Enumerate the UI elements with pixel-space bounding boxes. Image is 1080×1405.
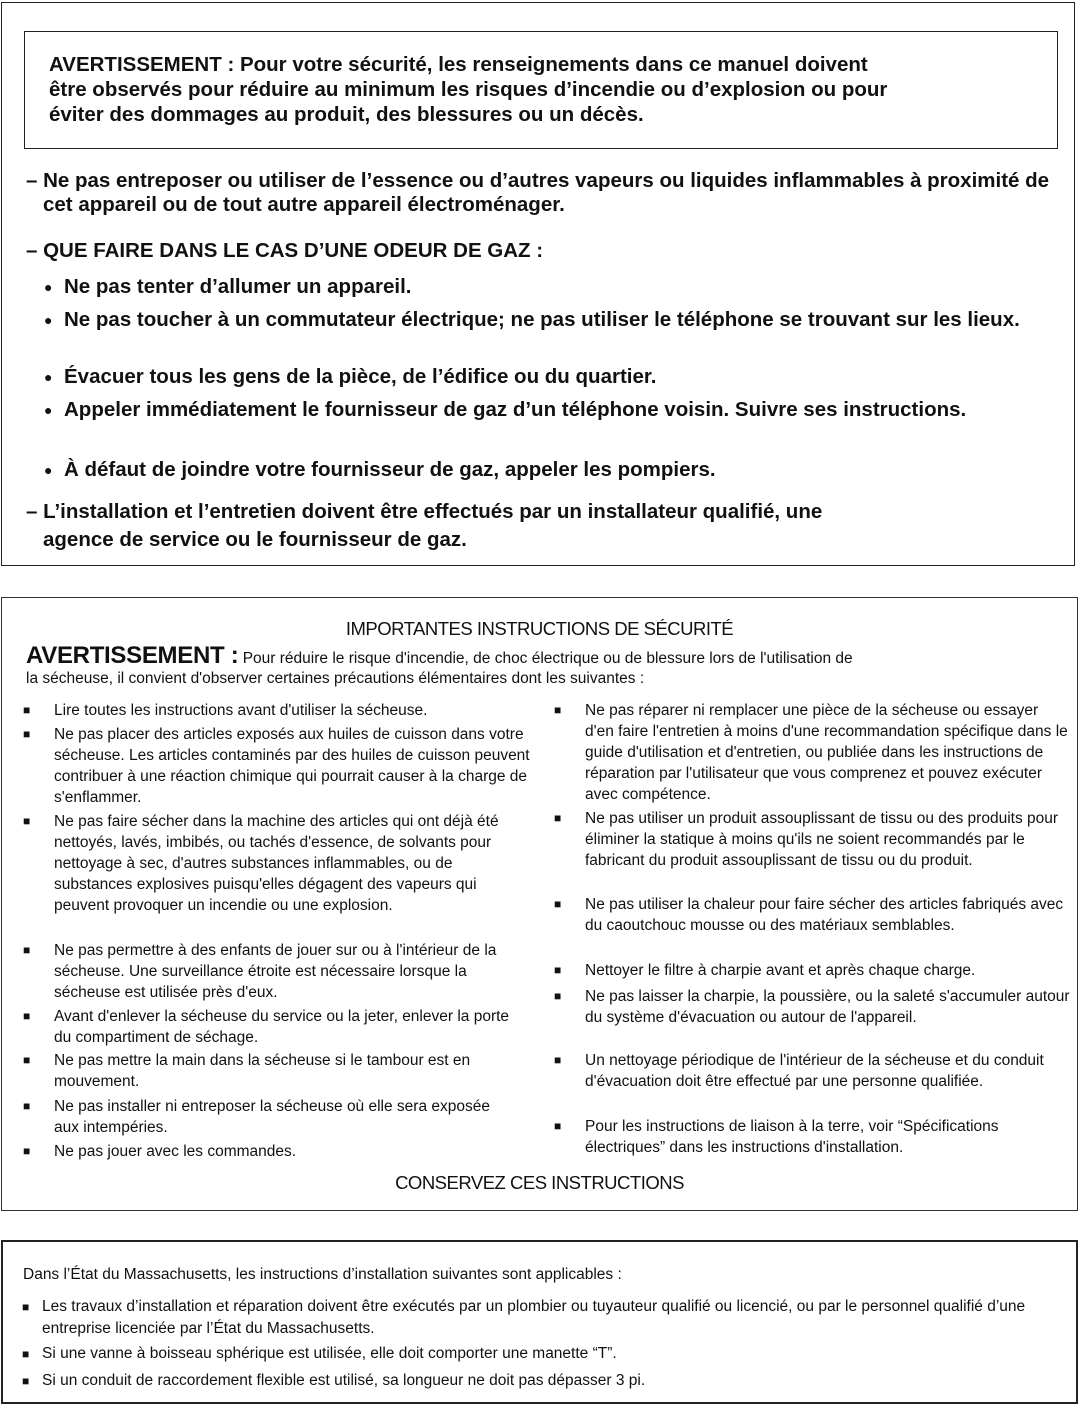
- left-instruction: ■ Ne pas permettre à des enfants de jouer sur ou à l'intérieur de la sécheuse. Une surveillance étroite est nécessaire lorsque la sécheuse est utilisée près d'eux.: [54, 940, 514, 1003]
- right-instruction: ■ Un nettoyage périodique de l'intérieur de la sécheuse et du conduit d'évacuation doit être effectué par une personne qualifiée.: [585, 1050, 1071, 1092]
- right-instruction: ■ Ne pas laisser la charpie, la poussière, ou la saleté s'accumuler autour du système d'évacuation ou autour de l'appareil.: [585, 986, 1071, 1028]
- right-instruction: ■ Ne pas utiliser la chaleur pour faire sécher des articles fabriqués avec du caoutchouc mousse ou des matériaux semblables.: [585, 894, 1071, 936]
- left-instruction: ■ Ne pas mettre la main dans la sécheuse si le tambour est en mouvement.: [54, 1050, 530, 1092]
- gas-bullet: ● À défaut de joindre votre fournisseur de gaz, appeler les pompiers.: [26, 458, 1060, 482]
- left-instruction: ■ Lire toutes les instructions avant d'utiliser la sécheuse.: [54, 700, 534, 721]
- left-instruction: ■ Ne pas faire sécher dans la machine des articles qui ont déjà été nettoyés, lavés, imbibés, ou tachés d'essence, de solvants pour nettoyage à sec, d'autres substances inflammables, ou de substances explosives puisqu'elles dégagent des vapeurs qui peuvent provoquer un incendie ou une explosion.: [54, 811, 524, 916]
- warning-text-continued: la sécheuse, il convient d'observer certaines précautions élémentaires dont les suivantes :: [26, 670, 645, 687]
- warning-label: AVERTISSEMENT :: [26, 642, 239, 669]
- gas-bullet: ● Ne pas toucher à un commutateur électrique; ne pas utiliser le téléphone se trouvant sur les lieux.: [26, 308, 1034, 332]
- left-instruction: ■ Ne pas jouer avec les commandes.: [54, 1141, 514, 1162]
- dryer-safety-box: [1, 597, 1078, 1211]
- safety-instructions-title: IMPORTANTES INSTRUCTIONS DE SÉCURITÉ: [345, 618, 734, 639]
- gas-bullet: ● Évacuer tous les gens de la pièce, de l’édifice ou du quartier.: [26, 365, 1060, 389]
- gas-odor-heading: – QUE FAIRE DANS LE CAS D’UNE ODEUR DE GAZ :: [26, 239, 544, 262]
- warning-line: AVERTISSEMENT : Pour votre sécurité, les renseignements dans ce manuel doivent: [49, 53, 868, 76]
- installation-line: – L’installation et l’entretien doivent être effectués par un installateur qualifié, une: [26, 500, 823, 523]
- gas-bullet: ● Ne pas tenter d’allumer un appareil.: [26, 275, 1060, 299]
- right-instruction: ■ Pour les instructions de liaison à la terre, voir “Spécifications électriques” dans les instructions d'installation.: [585, 1116, 1071, 1158]
- no-flammables-item: – Ne pas entreposer ou utiliser de l’essence ou d’autres vapeurs ou liquides inflammables à proximité de cet appareil ou de tout autre appareil électroménager.: [26, 169, 1050, 216]
- warning-line: éviter des dommages au produit, des blessures ou un décès.: [49, 103, 644, 126]
- massachusetts-item: ■ Si un conduit de raccordement flexible est utilisé, sa longueur ne doit pas dépasser 3 pi.: [42, 1370, 1046, 1392]
- warning-text: Pour réduire le risque d'incendie, de choc électrique ou de blessure lors de l'utilisation de: [242, 650, 853, 667]
- right-instruction: ■ Ne pas réparer ni remplacer une pièce de la sécheuse ou essayer d'en faire l'entretien à moins d'une recommandation spécifique dans le guide d'utilisation et d'entretien, ou publiée dans les instructions de réparation par l'utilisateur que vous comprenez et pouvez exécuter avec compétence.: [585, 700, 1071, 805]
- left-instruction: ■ Avant d'enlever la sécheuse du service ou la jeter, enlever la porte du compartiment de séchage.: [54, 1006, 530, 1048]
- massachusetts-item: ■ Les travaux d’installation et réparation doivent être exécutés par un plombier ou tuyauteur qualifié ou licencié, ou par le personnel qualifié d’une entreprise licenciée par l’État du Massachusetts.: [42, 1296, 1046, 1340]
- dryer-warning-line: [26, 642, 853, 669]
- right-instruction: ■ Nettoyer le filtre à charpie avant et après chaque charge.: [585, 960, 1071, 981]
- right-instruction: ■ Ne pas utiliser un produit assouplissant de tissu ou des produits pour éliminer la statique à moins qu'ils ne soient recommandés par le fabricant du produit assouplissant de tissu ou du produit.: [585, 808, 1071, 871]
- massachusetts-item: ■ Si une vanne à boisseau sphérique est utilisée, elle doit comporter une manette “T”.: [42, 1343, 1046, 1365]
- safety-warning-frame: [24, 31, 1058, 149]
- left-instruction: ■ Ne pas installer ni entreposer la sécheuse où elle sera exposée aux intempéries.: [54, 1096, 504, 1138]
- gas-bullet: ● Appeler immédiatement le fournisseur de gaz d’un téléphone voisin. Suivre ses instructions.: [26, 398, 974, 422]
- left-instruction: ■ Ne pas placer des articles exposés aux huiles de cuisson dans votre sécheuse. Les articles contaminés par des huiles de cuisson peuvent contribuer à une réaction chimique qui pourrait causer à la charge de s'enflammer.: [54, 724, 534, 808]
- warning-line: être observés pour réduire au minimum les risques d’incendie ou d’explosion ou pour: [49, 78, 888, 101]
- keep-instructions-footer: CONSERVEZ CES INSTRUCTIONS: [395, 1172, 684, 1193]
- massachusetts-box: [1, 1240, 1078, 1404]
- installation-line: agence de service ou le fournisseur de gaz.: [43, 528, 467, 551]
- gas-warning-box: [1, 2, 1075, 566]
- massachusetts-intro: Dans l’État du Massachusetts, les instructions d’installation suivantes sont applicables :: [23, 1266, 622, 1283]
